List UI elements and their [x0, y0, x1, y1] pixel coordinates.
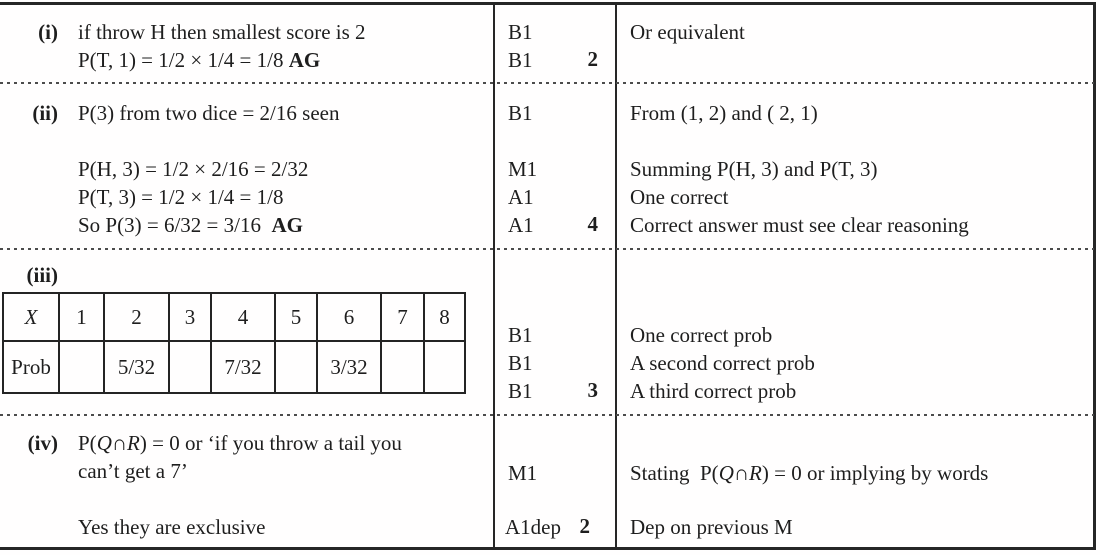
comment-line: Correct answer must see clear reasoning [630, 213, 969, 237]
table-cell: 7 [381, 293, 424, 341]
table-cell-prob-label: Prob [3, 341, 59, 393]
row-divider-after-ii [0, 248, 1094, 250]
part-label-iii: (iii) [26, 263, 58, 287]
comment-line: Stating P(Q∩R) = 0 or implying by words [630, 461, 989, 485]
comment-line: Summing P(H, 3) and P(T, 3) [630, 157, 878, 181]
row-divider-after-iii [0, 414, 1094, 416]
part-label-iv: (iv) [27, 431, 58, 455]
part-total-marks: 2 [579, 514, 590, 538]
mark-code: A1 [508, 213, 534, 237]
table-cell: 5 [275, 293, 317, 341]
table-cell: 1 [59, 293, 104, 341]
table-bottom-border [0, 547, 1096, 550]
part-total-marks: 2 [587, 47, 598, 71]
part-total-marks: 3 [587, 378, 598, 402]
work-line: P(3) from two dice = 2/16 seen [78, 101, 340, 125]
mark-code: B1 [508, 101, 533, 125]
work-line: P(Q∩R) = 0 or ‘if you throw a tail you [78, 431, 402, 455]
mark-code: B1 [508, 323, 533, 347]
column-divider-comments [615, 3, 617, 548]
table-cell: 3/32 [317, 341, 381, 393]
table-cell: 6 [317, 293, 381, 341]
mark-code: M1 [508, 461, 538, 485]
table-top-border [0, 2, 1096, 5]
table-cell: 5/32 [104, 341, 169, 393]
mark-code: M1 [508, 157, 538, 181]
mark-code: B1 [508, 48, 533, 72]
column-divider-marks [493, 3, 495, 548]
table-cell [381, 341, 424, 393]
row-divider-after-i [0, 82, 1094, 84]
work-line: if throw H then smallest score is 2 [78, 20, 366, 44]
table-right-border [1093, 2, 1096, 550]
mark-code: B1 [508, 379, 533, 403]
comment-line: A second correct prob [630, 351, 815, 375]
table-prob-row [3, 341, 465, 393]
comment-line: A third correct prob [630, 379, 797, 403]
table-header-row [3, 293, 465, 341]
mark-code: A1dep [505, 515, 561, 539]
comment-line: Or equivalent [630, 20, 745, 44]
table-cell: 4 [211, 293, 275, 341]
table-cell [59, 341, 104, 393]
mark-code: A1 [508, 185, 534, 209]
table-cell [275, 341, 317, 393]
table-cell [424, 341, 465, 393]
comment-line: Dep on previous M [630, 515, 793, 539]
mark-code: B1 [508, 20, 533, 44]
table-cell: 8 [424, 293, 465, 341]
work-line: can’t get a 7’ [78, 459, 188, 483]
part-total-marks: 4 [587, 212, 598, 236]
comment-line: One correct prob [630, 323, 773, 347]
table-cell: 3 [169, 293, 211, 341]
table-cell: 2 [104, 293, 169, 341]
mark-code: B1 [508, 351, 533, 375]
comment-line: One correct [630, 185, 729, 209]
table-cell [169, 341, 211, 393]
comment-line: From (1, 2) and ( 2, 1) [630, 101, 818, 125]
probability-distribution-table [2, 292, 466, 394]
part-label-ii: (ii) [32, 101, 58, 125]
table-cell-x: X [3, 293, 59, 341]
work-line: P(T, 1) = 1/2 × 1/4 = 1/8 AG [78, 48, 321, 72]
work-line: P(T, 3) = 1/2 × 1/4 = 1/8 [78, 185, 284, 209]
work-line: P(H, 3) = 1/2 × 2/16 = 2/32 [78, 157, 309, 181]
work-line: Yes they are exclusive [78, 515, 266, 539]
table-cell: 7/32 [211, 341, 275, 393]
part-label-i: (i) [38, 20, 58, 44]
work-line: So P(3) = 6/32 = 3/16 AG [78, 213, 303, 237]
